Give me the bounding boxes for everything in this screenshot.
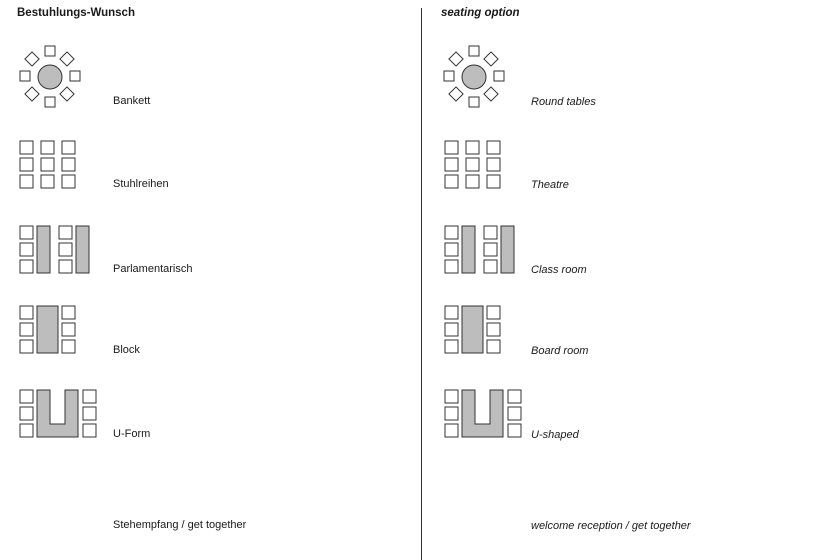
column-heading-de: Bestuhlungs-Wunsch: [17, 7, 135, 19]
option-label-theatre: Stuhlreihen: [113, 178, 169, 190]
u-shape-diagram: [444, 389, 526, 439]
theatre-diagram: [19, 140, 79, 190]
option-label-u-shape: U-shaped: [531, 429, 579, 441]
boardroom-diagram: [19, 305, 79, 355]
option-label-reception: welcome reception / get together: [531, 520, 691, 532]
column-divider: [421, 8, 422, 560]
round-table-diagram: [441, 44, 507, 110]
option-label-theatre: Theatre: [531, 179, 569, 191]
option-label-round-tables: Round tables: [531, 96, 596, 108]
option-label-u-shape: U-Form: [113, 428, 151, 440]
classroom-diagram: [19, 225, 94, 275]
option-label-boardroom: Block: [113, 344, 140, 356]
theatre-diagram: [444, 140, 504, 190]
option-label-reception: Stehempfang / get together: [113, 519, 247, 531]
option-label-round-tables: Bankett: [113, 95, 151, 107]
round-table-diagram: [17, 44, 83, 110]
option-label-classroom: Parlamentarisch: [113, 263, 193, 275]
option-label-classroom: Class room: [531, 264, 587, 276]
u-shape-diagram: [19, 389, 101, 439]
classroom-diagram: [444, 225, 519, 275]
boardroom-diagram: [444, 305, 504, 355]
column-heading-en: seating option: [441, 7, 520, 19]
option-label-boardroom: Board room: [531, 345, 589, 357]
